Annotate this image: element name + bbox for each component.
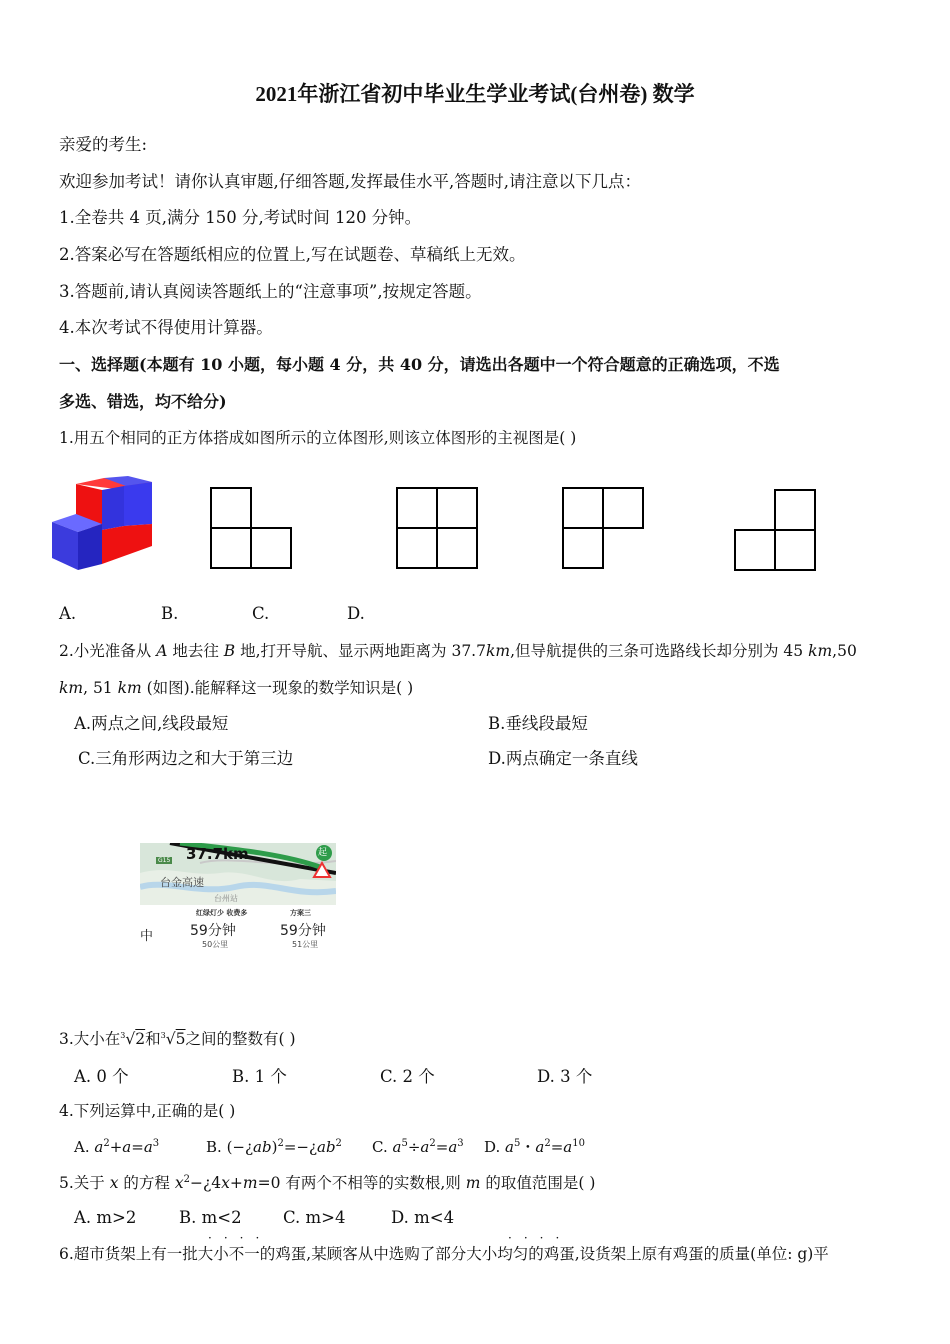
note-2: 2.答案必写在答题纸相应的位置上,写在试题卷、草稿纸上无效。 (59, 245, 526, 264)
section-heading-line1: 一、选择题(本题有 10 小题，每小题 4 分，共 40 分，请选出各题中一个符合题意的正确选项，不选 (59, 355, 780, 374)
route-plans-panel (140, 905, 336, 958)
map-road-name: 台金高速 (160, 876, 204, 889)
map-road-code: G15 (158, 857, 171, 864)
q4-option-d: D. $a^5$・$a^2=a^{10}$ (484, 1138, 585, 1156)
note-4: 4.本次考试不得使用计算器。 (59, 318, 273, 337)
q4-option-a: A. $a^2+a=a^3$ (74, 1138, 160, 1156)
q3-option-a: A. 0 个 (74, 1067, 129, 1086)
plan-edge-char: 中 (140, 929, 154, 944)
plan-left-time: 59分钟 (190, 923, 236, 939)
q4-option-b: B. $(-¿ab)^2=-¿ab^2$ (206, 1138, 342, 1156)
q2-option-d: D.两点确定一条直线 (488, 749, 638, 768)
q1-option-a-figure (210, 487, 294, 571)
q5-option-b: B. m<2 (179, 1208, 242, 1227)
plan-right-time: 59分钟 (280, 923, 326, 939)
q1-option-d: D. (347, 604, 365, 623)
q1-option-a: A. (59, 604, 77, 623)
greeting: 亲爱的考生: (59, 135, 148, 154)
q1-option-c-figure (562, 487, 646, 571)
q5-option-c: C. m>4 (283, 1208, 346, 1227)
q1-cube-figure (48, 476, 156, 572)
emphasis-dots-2: ···· (508, 1231, 572, 1245)
q6-stem: 6.超市货架上有一批大小不一的鸡蛋,某顾客从中选购了部分大小均匀的鸡蛋,设货架上原有鸡蛋的质量(单位: g)平 (59, 1245, 829, 1263)
q3-option-b: B. 1 个 (232, 1067, 287, 1086)
cube-right-blue (124, 482, 152, 526)
q2-option-b: B.垂线段最短 (488, 714, 588, 733)
q4-stem: 4.下列运算中,正确的是( ) (59, 1102, 236, 1120)
section-heading-line2: 多选、错选，均不给分) (59, 392, 227, 411)
q5-stem: 5.关于 x 的方程 $x^2-¿4x+m=0$ 有两个不相等的实数根,则 m 的取值范围是( ) (59, 1173, 596, 1192)
q5-option-d: D. m<4 (391, 1208, 455, 1227)
q1-option-d-figure (734, 489, 818, 573)
note-1: 1.全卷共 4 页,满分 150 分,考试时间 120 分钟。 (59, 208, 422, 227)
map-distance: 37.7km (186, 845, 249, 863)
cube-small-right (78, 524, 102, 570)
q1-stem: 1.用五个相同的正方体搭成如图所示的立体图形,则该立体图形的主视图是( ) (59, 429, 577, 447)
q2-option-c: C.三角形两边之和大于第三边 (78, 749, 294, 768)
emphasis-dots-1: ···· (208, 1231, 272, 1245)
q2-stem-line1: 2.小光准备从 A 地去往 B 地,打开导航、显示两地距离为 37.7km,但导航提供的三条可选路线长却分别为 45 km,50 (59, 642, 857, 660)
cube-root-5: $^3$√5 (160, 1030, 186, 1048)
q2-option-a: A.两点之间,线段最短 (74, 714, 229, 733)
plan-right-label: 方案三 (290, 909, 311, 917)
q1-option-b-figure (396, 487, 480, 571)
q2-navigation-map (140, 843, 336, 958)
plan-right-distance: 51公里 (292, 940, 319, 949)
plan-left-label: 红绿灯少 收费多 (196, 909, 248, 917)
q1-option-b: B. (161, 604, 179, 623)
q5-option-a: A. m>2 (74, 1208, 137, 1227)
note-3: 3.答题前,请认真阅读答题纸上的“注意事项”,按规定答题。 (59, 282, 482, 301)
q1-option-c: C. (252, 604, 270, 623)
cube-root-2: $^3$√2 (120, 1030, 146, 1048)
map-city: 台州站 (214, 894, 238, 903)
q3-stem: 3.大小在$^3$√2和$^3$√5之间的整数有( ) (59, 1030, 296, 1048)
q3-option-d: D. 3 个 (537, 1067, 593, 1086)
q3-option-c: C. 2 个 (380, 1067, 435, 1086)
map-start-badge: 起 (318, 848, 328, 858)
plan-left-distance: 50公里 (202, 940, 229, 949)
q4-option-c: C. $a^5\div a^2=a^3$ (372, 1138, 464, 1156)
exam-title: 2021年浙江省初中毕业生学业考试(台州卷) 数学 (255, 82, 695, 106)
welcome-text: 欢迎参加考试！请你认真审题,仔细答题,发挥最佳水平,答题时,请注意以下几点： (59, 172, 641, 191)
cube-front-blue (102, 486, 124, 530)
cube-lower-red (102, 524, 152, 564)
q2-stem-line2: km, 51 km (如图).能解释这一现象的数学知识是( ) (59, 679, 414, 697)
